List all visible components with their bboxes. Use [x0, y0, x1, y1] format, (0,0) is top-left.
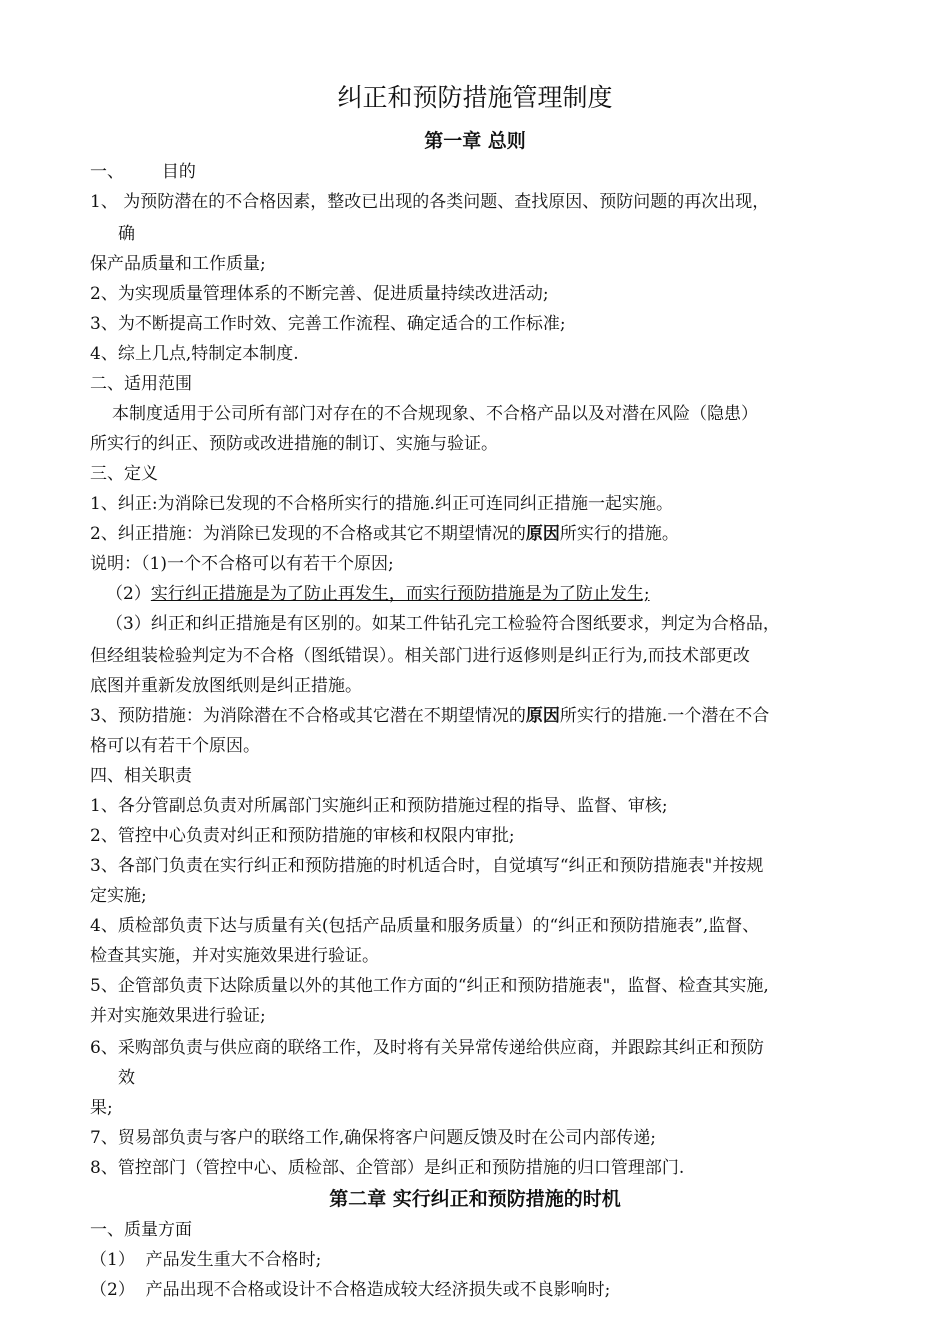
- document-title: 纠正和预防措施管理制度: [337, 83, 613, 112]
- definition-1: 1、纠正:为消除已发现的不合格所实行的措施.纠正可连同纠正措施一起实施。: [90, 494, 673, 514]
- purpose-item-1-cont: 保产品质量和工作质量;: [90, 254, 266, 274]
- purpose-item-2: 2、为实现质量管理体系的不断完善、促进质量持续改进活动;: [90, 284, 549, 304]
- responsibility-5-cont: 并对实施效果进行验证;: [90, 1006, 266, 1026]
- section-purpose-heading: 一、 目的: [90, 162, 196, 182]
- purpose-item-3: 3、为不断提高工作时效、完善工作流程、确定适合的工作标准;: [90, 314, 566, 334]
- definition-3-bold: 原因: [525, 706, 560, 726]
- note-1: 说明：（1)一个不合格可以有若干个原因;: [90, 554, 394, 574]
- note-2: [106, 582, 650, 606]
- note-2-number: （2）: [106, 584, 151, 604]
- responsibility-2: 2、管控中心负责对纠正和预防措施的审核和权限内审批;: [90, 826, 515, 846]
- definition-2: [90, 522, 679, 546]
- note-3: （3）纠正和纠正措施是有区别的。如某工件钻孔完工检验符合图纸要求，判定为合格品，: [106, 614, 780, 634]
- definition-2-text: 2、纠正措施：为消除已发现的不合格或其它不期望情况的: [90, 524, 526, 544]
- responsibility-6: 6、采购部负责与供应商的联络工作，及时将有关异常传递给供应商，并跟踪其纠正和预防: [90, 1038, 764, 1058]
- responsibility-4-cont: 检查其实施，并对实施效果进行验证。: [90, 946, 379, 966]
- responsibility-7: 7、贸易部负责与客户的联络工作,确保将客户问题反馈及时在公司内部传递;: [90, 1128, 656, 1148]
- responsibility-8: 8、管控部门（管控中心、质检部、企管部）是纠正和预防措施的归口管理部门.: [90, 1158, 685, 1178]
- definition-2-tail: 所实行的措施。: [559, 524, 679, 544]
- definition-3-cont: 格可以有若干个原因。: [90, 736, 260, 756]
- definition-3-tail: 所实行的措施.一个潜在不合: [559, 706, 770, 726]
- definition-2-bold: 原因: [525, 524, 560, 544]
- purpose-item-1: 1、 为预防潜在的不合格因素，整改已出现的各类问题、查找原因、预防问题的再次出现，: [90, 192, 770, 212]
- note-2-underlined: 实行纠正措施是为了防止再发生，而实行预防措施是为了防止发生;: [150, 584, 650, 604]
- responsibility-3-cont: 定实施;: [90, 886, 147, 906]
- purpose-item-1-wrap: 确: [118, 224, 135, 244]
- note-3-cont-2: 底图并重新发放图纸则是纠正措施。: [90, 676, 362, 696]
- quality-item-1: （1） 产品发生重大不合格时;: [90, 1250, 322, 1270]
- section-responsibility-heading: 四、相关职责: [90, 766, 192, 786]
- responsibility-5: 5、企管部负责下达除质量以外的其他工作方面的“纠正和预防措施表"，监督、检查其实施,: [90, 976, 769, 996]
- responsibility-4: 4、质检部负责下达与质量有关(包括产品质量和服务质量）的“纠正和预防措施表”,监督、: [90, 916, 760, 936]
- responsibility-3: 3、各部门负责在实行纠正和预防措施的时机适合时，自觉填写“纠正和预防措施表"并按规: [90, 856, 764, 876]
- scope-text: 本制度适用于公司所有部门对存在的不合规现象、不合格产品以及对潜在风险（隐患）: [112, 404, 758, 424]
- purpose-item-4: 4、综上几点,特制定本制度.: [90, 344, 299, 364]
- quality-item-2: （2） 产品出现不合格或设计不合格造成较大经济损失或不良影响时;: [90, 1280, 611, 1300]
- quality-aspect-heading: 一、质量方面: [90, 1220, 192, 1240]
- chapter-2-heading: 第二章 实行纠正和预防措施的时机: [329, 1188, 621, 1210]
- scope-text-cont: 所实行的纠正、预防或改进措施的制订、实施与验证。: [90, 434, 498, 454]
- responsibility-1: 1、各分管副总负责对所属部门实施纠正和预防措施过程的指导、监督、审核;: [90, 796, 668, 816]
- definition-3: [90, 704, 769, 728]
- section-definition-heading: 三、定义: [90, 464, 158, 484]
- section-scope-heading: 二、适用范围: [90, 374, 192, 394]
- note-3-cont-1: 但经组装检验判定为不合格（图纸错误）。相关部门进行返修则是纠正行为,而技术部更改: [90, 646, 750, 666]
- chapter-1-heading: 第一章 总则: [424, 130, 526, 152]
- responsibility-6-cont: 果;: [90, 1098, 113, 1118]
- definition-3-text: 3、预防措施：为消除潜在不合格或其它潜在不期望情况的: [90, 706, 526, 726]
- responsibility-6-wrap: 效: [118, 1068, 135, 1088]
